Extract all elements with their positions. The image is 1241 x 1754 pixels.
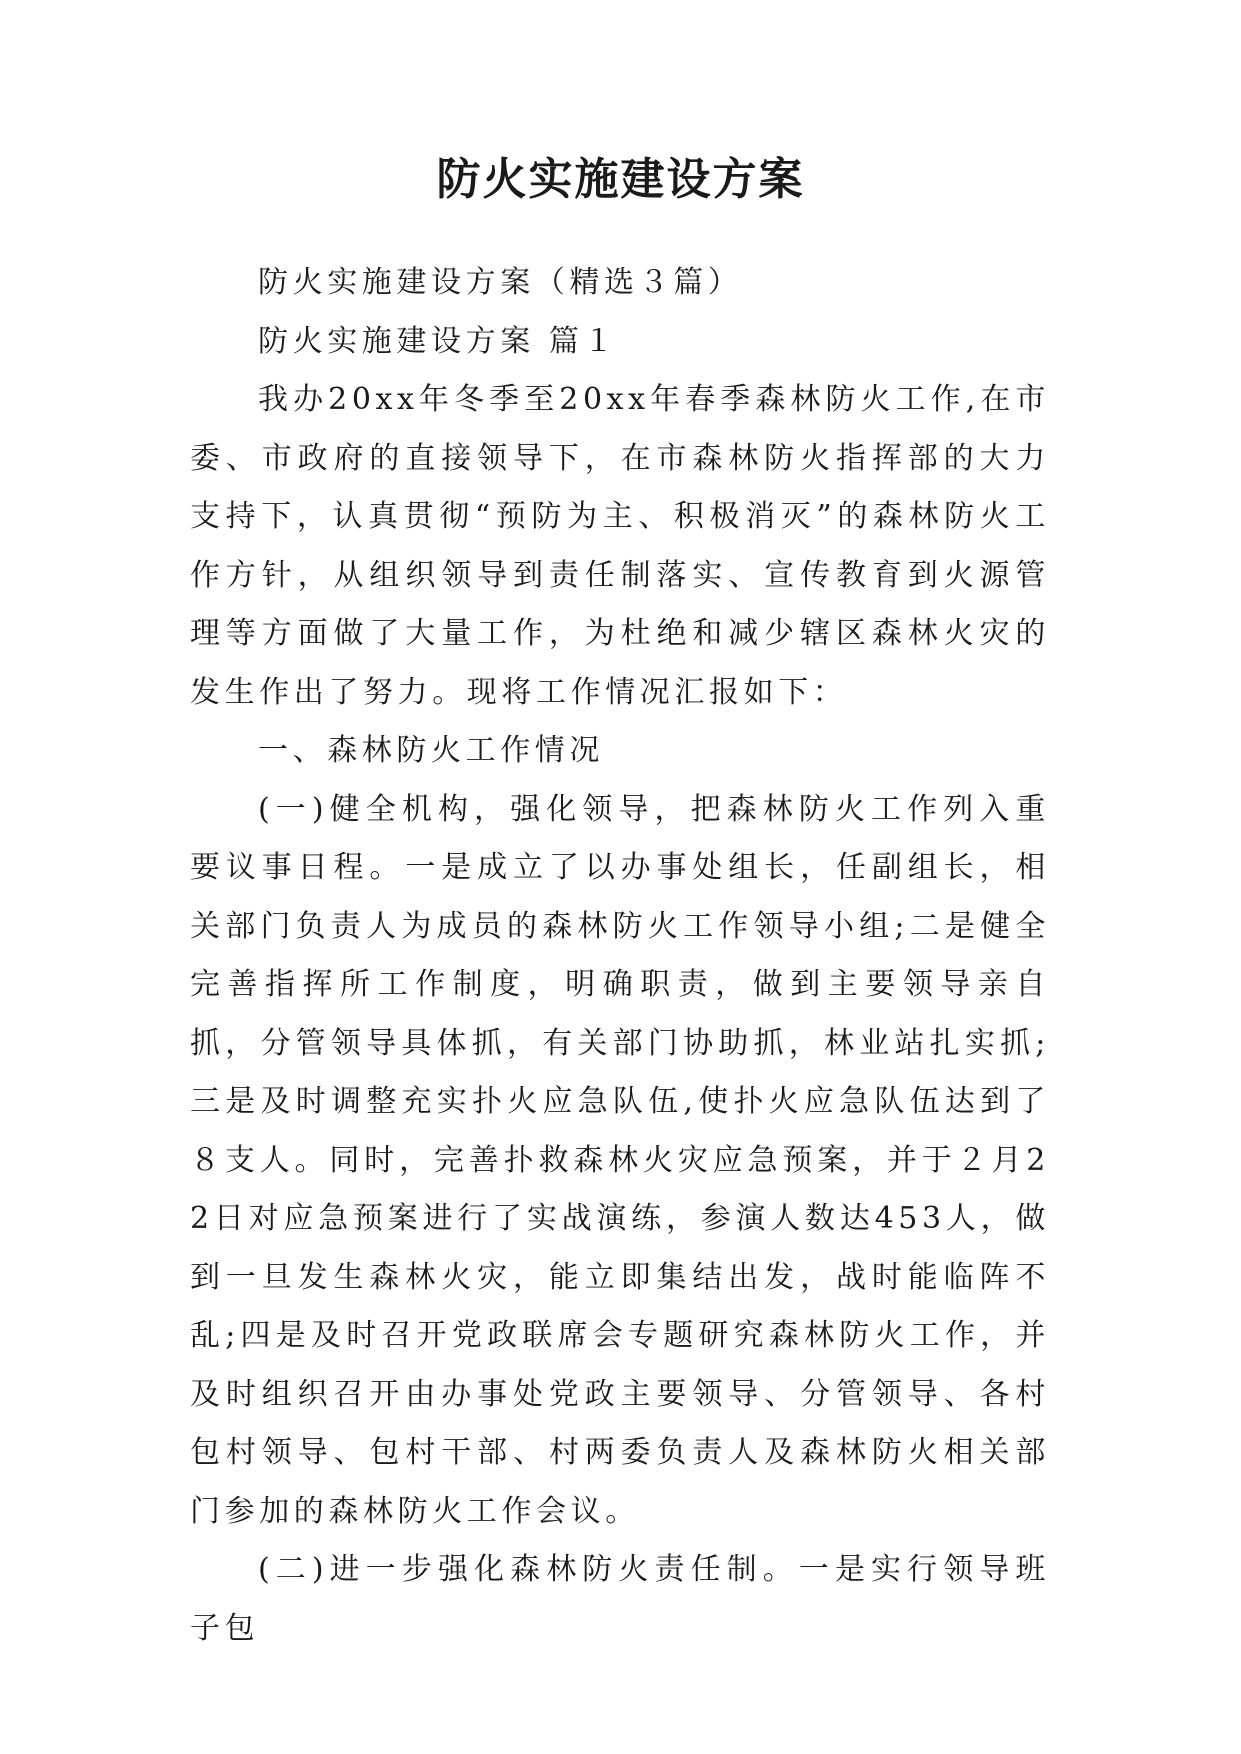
section-heading-paragraph: 防火实施建设方案 篇１: [258, 323, 619, 359]
document-title: 防火实施建设方案: [436, 154, 805, 205]
subtitle-paragraph: 防火实施建设方案（精选３篇）: [258, 265, 743, 300]
document-body: [190, 254, 1050, 1658]
body-paragraph: (一)健全机构，强化领导，把森林防火工作列入重要议事日程。一是成立了以办事处组长，任副组长，相关部门负责人为成员的森林防火工作领导小组;二是健全完善指挥所工作制度，明确职责，做到主要领导亲自抓，分管领导具体抓，有关部门协助抓，林业站扎实抓;三是及时调整充实扑火应急队伍,使扑火应急队伍达到了８支人。同时，完善扑救森林火灾应急预案，并于２月22日对应急预案进行了实战演练，参演人数达453人，做到一旦发生森林火灾，能立即集结出发，战时能临阵不乱;四是及时召开党政联席会专题研究森林防火工作，并及时组织召开由办事处党政主要领导、分管领导、各村包村领导、包村干部、村两委负责人及森林防火相关部门参加的森林防火工作会议。: [190, 791, 1050, 1529]
body-paragraph: (二)进一步强化森林防火责任制。一是实行领导班子包: [190, 1552, 1050, 1646]
section-heading-paragraph: 一、森林防火工作情况: [258, 733, 604, 768]
body-paragraph: 我办20xx年冬季至20xx年春季森林防火工作,在市委、市政府的直接领导下，在市森林防火指挥部的大力支持下，认真贯彻“预防为主、积极消灭”的森林防火工作方针，从组织领导到责任制落实、宣传教育到火源管理等方面做了大量工作，为杜绝和减少辖区森林火灾的发生作出了努力。现将工作情况汇报如下：: [190, 382, 1050, 710]
